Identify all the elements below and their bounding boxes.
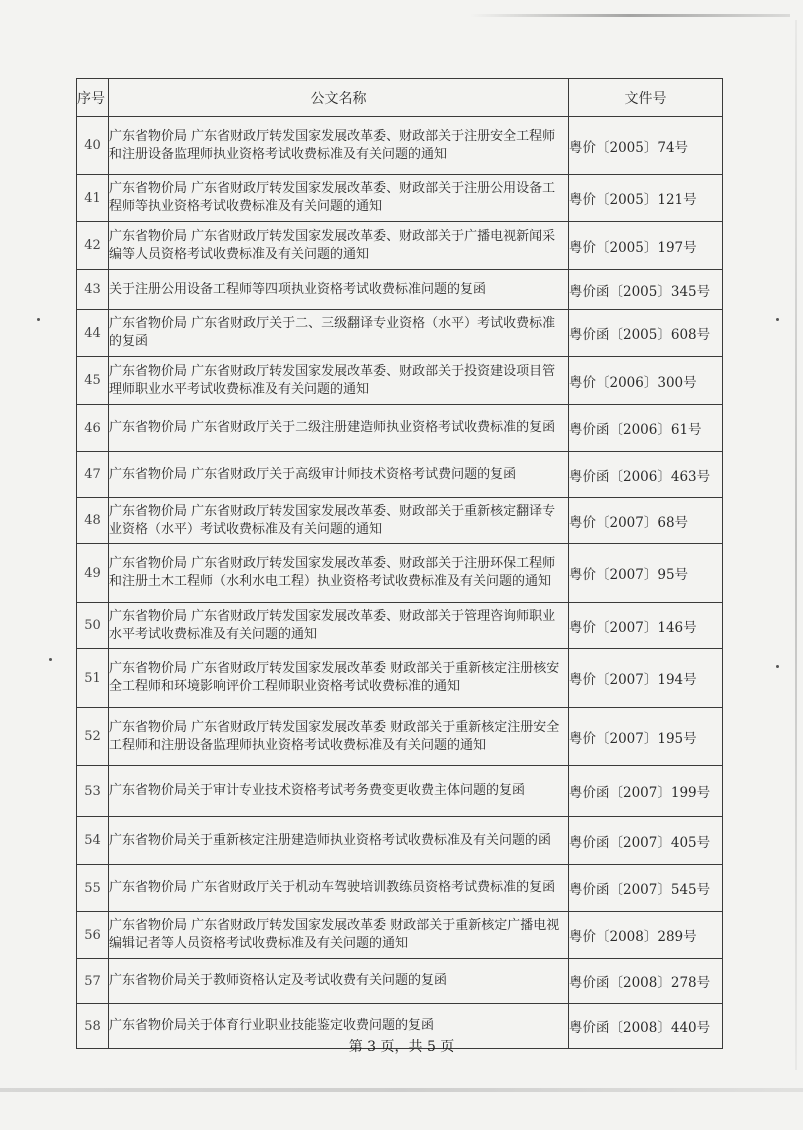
row-serial-number: 54: [77, 817, 109, 865]
row-serial-number: 51: [77, 649, 109, 708]
row-document-number: 粤价函〔2008〕278号: [569, 959, 723, 1004]
row-serial-number: 50: [77, 603, 109, 649]
row-serial-number: 55: [77, 865, 109, 912]
row-document-number: 粤价函〔2007〕199号: [569, 766, 723, 817]
row-document-name: 广东省物价局 广东省财政厅转发国家发展改革委、财政部关于广播电视新闻采编等人员资格考试收费标准及有关问题的通知: [109, 222, 569, 270]
header-serial-number: 序号: [77, 79, 109, 117]
header-document-name: 公文名称: [109, 79, 569, 117]
row-serial-number: 43: [77, 270, 109, 310]
row-document-number: 粤价函〔2005〕345号: [569, 270, 723, 310]
row-serial-number: 45: [77, 357, 109, 405]
table-row: [77, 452, 723, 498]
row-document-name: 广东省物价局关于体育行业职业技能鉴定收费问题的复函: [109, 1004, 569, 1049]
row-document-name: 广东省物价局 广东省财政厅转发国家发展改革委、财政部关于管理咨询师职业水平考试收费标准及有关问题的通知: [109, 603, 569, 649]
row-serial-number: 58: [77, 1004, 109, 1049]
table-row: [77, 603, 723, 649]
row-document-number: 粤价函〔2006〕463号: [569, 452, 723, 498]
row-document-name: 广东省物价局 广东省财政厅转发国家发展改革委、财政部关于投资建设项目管理师职业水平考试收费标准及有关问题的通知: [109, 357, 569, 405]
row-document-number: 粤价〔2007〕95号: [569, 544, 723, 603]
table-row: [77, 222, 723, 270]
speck-mark: [49, 658, 52, 661]
scan-artifact-edge: [795, 20, 797, 1070]
speck-mark: [37, 318, 40, 321]
table-header-row: [77, 79, 723, 117]
table-row: [77, 817, 723, 865]
row-document-name: 广东省物价局 广东省财政厅转发国家发展改革委、财政部关于注册安全工程师和注册设备监理师执业资格考试收费标准及有关问题的通知: [109, 117, 569, 175]
table-row: [77, 498, 723, 544]
row-serial-number: 56: [77, 912, 109, 959]
row-document-number: 粤价〔2006〕300号: [569, 357, 723, 405]
row-document-number: 粤价函〔2007〕405号: [569, 817, 723, 865]
row-document-number: 粤价函〔2008〕440号: [569, 1004, 723, 1049]
table-row: [77, 175, 723, 222]
speck-mark: [776, 318, 779, 321]
row-document-name: 关于注册公用设备工程师等四项执业资格考试收费标准问题的复函: [109, 270, 569, 310]
table-row: [77, 117, 723, 175]
row-serial-number: 53: [77, 766, 109, 817]
row-serial-number: 42: [77, 222, 109, 270]
table-row: [77, 357, 723, 405]
row-document-name: 广东省物价局 广东省财政厅转发国家发展改革委 财政部关于重新核定注册安全工程师和注册设备监理师执业资格考试收费标准及有关问题的通知: [109, 708, 569, 766]
row-document-name: 广东省物价局 广东省财政厅转发国家发展改革委 财政部关于重新核定广播电视编辑记者等人员资格考试收费标准及有关问题的通知: [109, 912, 569, 959]
row-serial-number: 46: [77, 405, 109, 452]
table-row: [77, 708, 723, 766]
table-row: [77, 766, 723, 817]
table-row: [77, 310, 723, 357]
row-document-name: 广东省物价局 广东省财政厅转发国家发展改革委 财政部关于重新核定注册核安全工程师和环境影响评价工程师职业资格考试收费标准的通知: [109, 649, 569, 708]
table-row: [77, 959, 723, 1004]
row-serial-number: 44: [77, 310, 109, 357]
scan-artifact-top: [470, 14, 790, 17]
scan-artifact-bottom: [0, 1088, 803, 1092]
table-row: [77, 405, 723, 452]
table-row: [77, 865, 723, 912]
row-serial-number: 47: [77, 452, 109, 498]
header-document-number: 文件号: [569, 79, 723, 117]
row-document-name: 广东省物价局关于重新核定注册建造师执业资格考试收费标准及有关问题的函: [109, 817, 569, 865]
row-document-number: 粤价函〔2006〕61号: [569, 405, 723, 452]
row-serial-number: 49: [77, 544, 109, 603]
table-row: [77, 649, 723, 708]
row-document-name: 广东省物价局关于教师资格认定及考试收费有关问题的复函: [109, 959, 569, 1004]
row-document-name: 广东省物价局 广东省财政厅关于二级注册建造师执业资格考试收费标准的复函: [109, 405, 569, 452]
row-serial-number: 52: [77, 708, 109, 766]
row-document-name: 广东省物价局 广东省财政厅转发国家发展改革委、财政部关于注册公用设备工程师等执业资格考试收费标准及有关问题的通知: [109, 175, 569, 222]
row-document-number: 粤价〔2005〕74号: [569, 117, 723, 175]
row-document-number: 粤价〔2007〕68号: [569, 498, 723, 544]
row-document-number: 粤价函〔2005〕608号: [569, 310, 723, 357]
document-list-table: [76, 78, 723, 1049]
row-document-name: 广东省物价局 广东省财政厅转发国家发展改革委、财政部关于注册环保工程师和注册土木工程师（水利水电工程）执业资格考试收费标准及有关问题的通知: [109, 544, 569, 603]
row-document-name: 广东省物价局关于审计专业技术资格考试考务费变更收费主体问题的复函: [109, 766, 569, 817]
row-document-number: 粤价〔2008〕289号: [569, 912, 723, 959]
table-row: [77, 270, 723, 310]
table-row: [77, 912, 723, 959]
speck-mark: [776, 665, 779, 668]
row-document-number: 粤价〔2007〕195号: [569, 708, 723, 766]
row-serial-number: 48: [77, 498, 109, 544]
row-document-name: 广东省物价局 广东省财政厅关于高级审计师技术资格考试费问题的复函: [109, 452, 569, 498]
row-document-number: 粤价〔2007〕194号: [569, 649, 723, 708]
row-document-name: 广东省物价局 广东省财政厅转发国家发展改革委、财政部关于重新核定翻译专业资格（水平）考试收费标准及有关问题的通知: [109, 498, 569, 544]
row-document-number: 粤价〔2005〕197号: [569, 222, 723, 270]
page-number-footer: 第 3 页，共 5 页: [348, 1039, 455, 1055]
table-row: [77, 544, 723, 603]
row-document-name: 广东省物价局 广东省财政厅关于机动车驾驶培训教练员资格考试费标准的复函: [109, 865, 569, 912]
row-document-number: 粤价〔2007〕146号: [569, 603, 723, 649]
row-serial-number: 40: [77, 117, 109, 175]
row-serial-number: 57: [77, 959, 109, 1004]
row-document-number: 粤价〔2005〕121号: [569, 175, 723, 222]
row-serial-number: 41: [77, 175, 109, 222]
row-document-number: 粤价函〔2007〕545号: [569, 865, 723, 912]
row-document-name: 广东省物价局 广东省财政厅关于二、三级翻译专业资格（水平）考试收费标准的复函: [109, 310, 569, 357]
